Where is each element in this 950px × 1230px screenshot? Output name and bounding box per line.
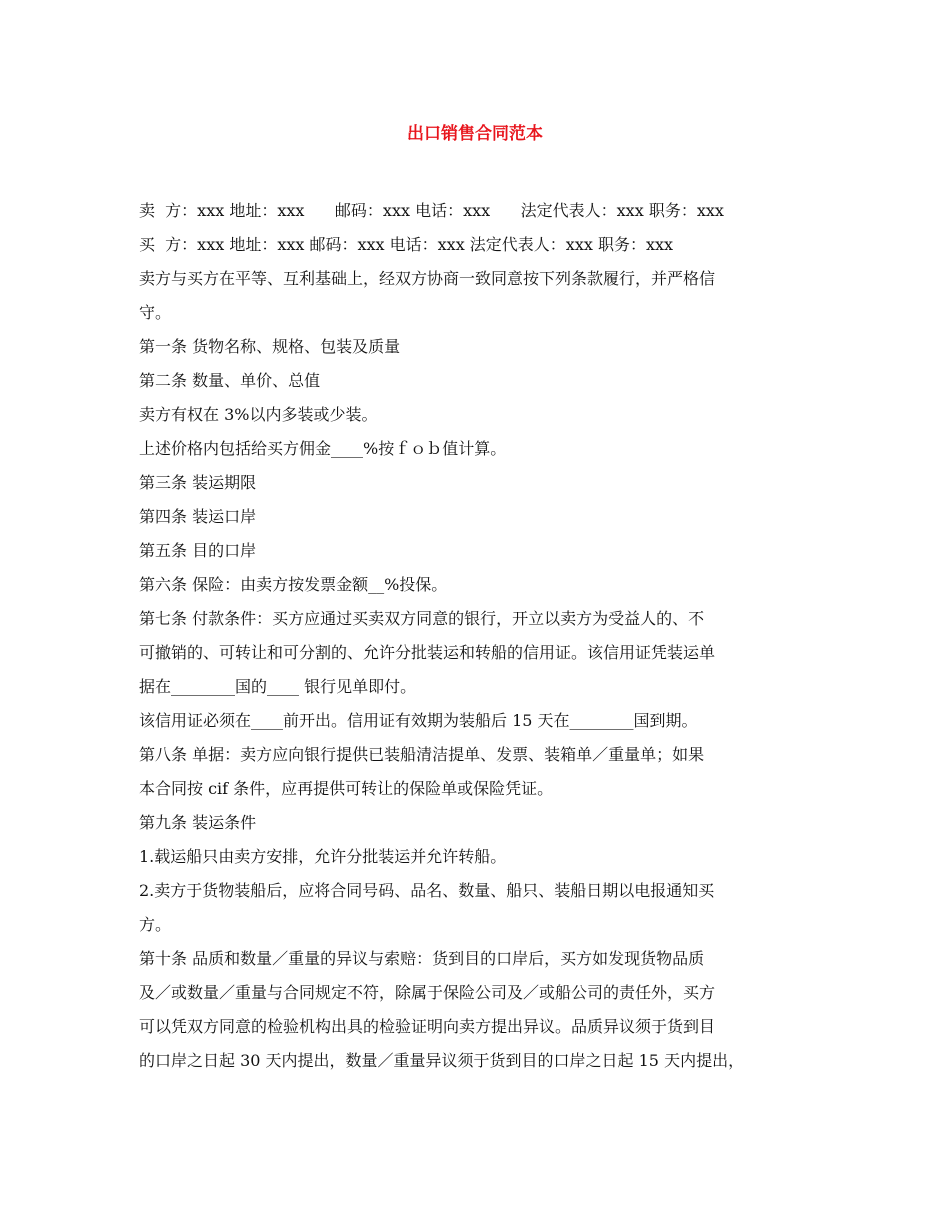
clause-heading: 第五条 目的口岸 <box>139 541 257 560</box>
paragraph-line: 守。 <box>139 303 172 322</box>
paragraph-line: 该信用证必须在____前开出。信用证有效期为装船后 15 天在________国到期。 <box>139 711 698 730</box>
paragraph-line: 的口岸之日起 30 天内提出，数量／重量异议须于货到目的口岸之日起 15 天内提出， <box>139 1051 745 1070</box>
clause-heading: 第六条 保险：由卖方按发票金额__%投保。 <box>139 575 448 594</box>
paragraph-line: 本合同按 cif 条件，应再提供可转让的保险单或保险凭证。 <box>139 779 554 798</box>
paragraph-line: 卖方有权在 3%以内多装或少装。 <box>139 405 378 424</box>
clause-heading: 第二条 数量、单价、总值 <box>139 371 321 390</box>
seller-info-line: 卖 方：xxx 地址：xxx 邮码：xxx 电话：xxx 法定代表人：xxx 职务：xxx <box>139 201 724 220</box>
paragraph-line: 方。 <box>139 915 172 934</box>
paragraph-line: 可以凭双方同意的检验机构出具的检验证明向卖方提出异议。品质异议须于货到目 <box>139 1017 716 1036</box>
buyer-info-line: 买 方：xxx 地址：xxx 邮码：xxx 电话：xxx 法定代表人：xxx 职务：xxx <box>139 235 674 254</box>
paragraph-line: 第八条 单据：卖方应向银行提供已装船清洁提单、发票、装箱单／重量单；如果 <box>139 745 705 764</box>
document-body <box>139 194 819 1078</box>
list-item: 2.卖方于货物装船后，应将合同号码、品名、数量、船只、装船日期以电报通知买 <box>139 881 715 900</box>
paragraph-line: 第十条 品质和数量／重量的异议与索赔：货到目的口岸后，买方如发现货物品质 <box>139 949 705 968</box>
clause-heading: 第九条 装运条件 <box>139 813 257 832</box>
clause-heading: 第三条 装运期限 <box>139 473 257 492</box>
document-title: 出口销售合同范本 <box>407 124 543 144</box>
paragraph-line: 据在________国的____ 银行见单即付。 <box>139 677 417 696</box>
paragraph-line: 第七条 付款条件：买方应通过买卖双方同意的银行，开立以卖方为受益人的、不 <box>139 609 705 628</box>
paragraph-line: 可撤销的、可转让和可分割的、允许分批装运和转船的信用证。该信用证凭装运单 <box>139 643 716 662</box>
paragraph-line: 及／或数量／重量与合同规定不符，除属于保险公司及／或船公司的责任外，买方 <box>139 983 716 1002</box>
paragraph-line: 卖方与买方在平等、互利基础上，经双方协商一致同意按下列条款履行，并严格信 <box>139 269 716 288</box>
paragraph-line: 上述价格内包括给买方佣金____%按ｆｏｂ值计算。 <box>139 439 507 458</box>
list-item: 1.载运船只由卖方安排，允许分批装运并允许转船。 <box>139 847 507 866</box>
clause-heading: 第四条 装运口岸 <box>139 507 257 526</box>
clause-heading: 第一条 货物名称、规格、包装及质量 <box>139 337 401 356</box>
